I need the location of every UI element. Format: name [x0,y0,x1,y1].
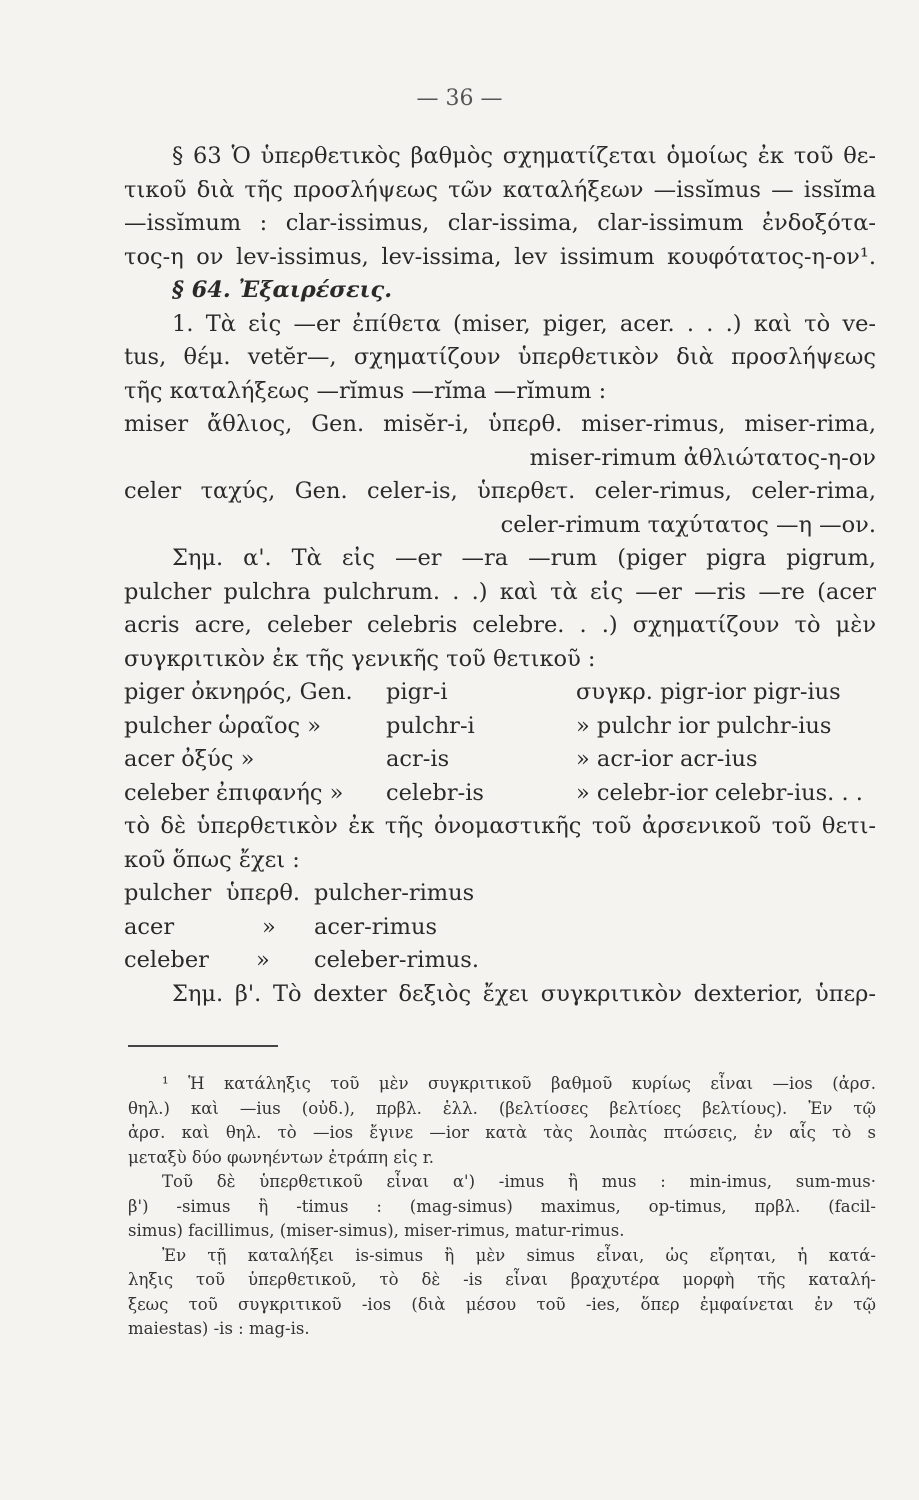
table-row [124,944,876,978]
table-row [124,877,876,911]
table-cell: pulcher [124,880,212,906]
table-cell: acer [124,913,175,940]
table-cell: » pulchr ior pulchr-ius [576,712,832,739]
footnote-line: Ἐν τῇ καταλήξει is-simus ἢ μὲν simus εἶναι, ὡς εἴρηται, ἡ κατά- [162,1245,876,1265]
text-line: τος-η ον lev-issimus, lev-issima, lev issimum κουφότατος-η-ον¹. [124,243,876,270]
footnote-line: θηλ.) καὶ —ius (οὐδ.), πρβλ. ἑλλ. (βελτίοσες βελτίοες βελτίους). Ἐν τῷ [128,1098,876,1118]
table-cell: » celebr-ior celebr-ius. . . [576,779,863,806]
footnote-line: ¹ Ἡ κατάληξις τοῦ μὲν συγκριτικοῦ βαθμοῦ κυρίως εἶναι —ios (ἀρσ. [162,1074,876,1093]
footnote-line: maiestas) -is : mag-is. [128,1319,310,1338]
table-cell: acer ὀξύς » [124,746,255,772]
footnotes [128,1072,876,1342]
text-line: κοῦ ὅπως ἔχει : [124,846,300,873]
text-line: miser-rimum ἀθλιώτατος-η-ον [529,444,876,471]
table-cell: » acr-ior acr-ius [576,746,758,772]
footnote-line: ἀρσ. καὶ θηλ. τὸ —ios ἔγινε —ior κατὰ τὰς λοιπὰς πτώσεις, ἐν αἷς τὸ s [128,1123,876,1142]
table-row [124,743,876,777]
table-cell: acer-rimus [314,913,438,940]
table-cell: pulcher ὡραῖος » [124,712,322,739]
text-line: celer-rimum ταχύτατος —η —ον. [500,511,876,538]
text-line: τικοῦ διὰ τῆς προσλήψεως τῶν καταλήξεων —issĭmus — issĭma [124,176,876,203]
footnote-line: ξεως τοῦ συγκριτικοῦ -ios (διὰ μέσου τοῦ -ies, ὅπερ ἐμφαίνεται ἐν τῷ [128,1294,876,1314]
table-cell: celeber-rimus. [314,947,479,973]
text-line: συγκριτικὸν ἐκ τῆς γενικῆς τοῦ θετικοῦ : [124,645,596,672]
footnote-line: ληξις τοῦ ὑπερθετικοῦ, τὸ δὲ -is εἶναι βραχυτέρα μορφὴ τῆς καταλή- [128,1270,876,1289]
table-cell: pulchr-i [386,712,475,739]
table-cell: συγκρ. pigr-ior pigr-ius [576,679,841,705]
text-line: —issĭmum : clar-issimus, clar-issima, clar-issimum ἐνδοξότα- [124,210,876,236]
main-text [124,140,876,1011]
table-cell: acr-is [386,746,450,772]
footnote-separator [128,1045,278,1047]
note-heading-line: Σημ. α'. Τὰ εἰς —er —ra —rum (piger pigra pigrum, [172,545,876,571]
footnote-line: μεταξὺ δύο φωνηέντων ἐτράπη εἰς r. [128,1147,435,1167]
text-line: τὸ δὲ ὑπερθετικὸν ἐκ τῆς ὀνομαστικῆς τοῦ ἀρσενικοῦ τοῦ θετι- [124,813,876,839]
section-heading: § 64. Ἐξαιρέσεις. [172,277,393,303]
table-cell: pulcher-rimus [314,880,475,906]
footnote-line: β') -simus ἢ -timus : (mag-simus) maximus, op-timus, πρβλ. (facil- [128,1196,876,1216]
table-cell: » [262,913,276,940]
table-cell: » [256,947,270,973]
superlative-table [124,877,876,978]
table-cell: celeber ἐπιφανής » [124,779,344,806]
note-heading-line: Σημ. β'. Τὸ dexter δεξιὸς ἔχει συγκριτικὸν dexterior, ὑπερ- [172,980,876,1007]
table-row [124,710,876,744]
table-row [124,911,876,945]
table-cell: piger ὀκνηρός, Gen. [124,679,353,705]
comparative-table [124,676,876,810]
footnote-line: simus) facillimus, (miser-simus), miser-rimus, matur-rimus. [128,1221,625,1240]
text-line: acris acre, celeber celebris celebre. . .) σχηματίζουν τὸ μὲν [124,612,876,638]
footnote-line: Τοῦ δὲ ὑπερθετικοῦ εἶναι α') -imus ἢ mus : min-imus, sum-mus· [162,1172,876,1191]
text-line: miser ἄθλιος, Gen. misĕr-i, ὑπερθ. miser-rimus, miser-rima, [124,411,876,437]
text-line: tus, θέμ. vetĕr—, σχηματίζουν ὑπερθετικὸν διὰ προσλήψεως [124,344,876,370]
page-number: — 36 — [416,86,503,111]
text-line: § 63 Ὁ ὑπερθετικὸς βαθμὸς σχηματίζεται ὁμοίως ἐκ τοῦ θε- [172,143,876,169]
table-cell: celebr-is [386,779,484,806]
table-cell: celeber [124,947,209,973]
text-line: celer ταχύς, Gen. celer-is, ὑπερθετ. celer-rimus, celer-rima, [124,478,876,504]
text-line: 1. Τὰ εἰς —er ἐπίθετα (miser, piger, acer. . . .) καὶ τὸ ve- [172,310,876,337]
table-cell: ὑπερθ. [226,880,301,906]
text-line: τῆς καταλήξεως —rĭmus —rĭma —rĭmum : [124,377,607,404]
table-row [124,777,876,811]
table-cell: pigr-i [386,679,448,705]
text-line: pulcher pulchra pulchrum. . .) καὶ τὰ εἰς —er —ris —re (acer [124,578,876,605]
table-row [124,676,876,710]
